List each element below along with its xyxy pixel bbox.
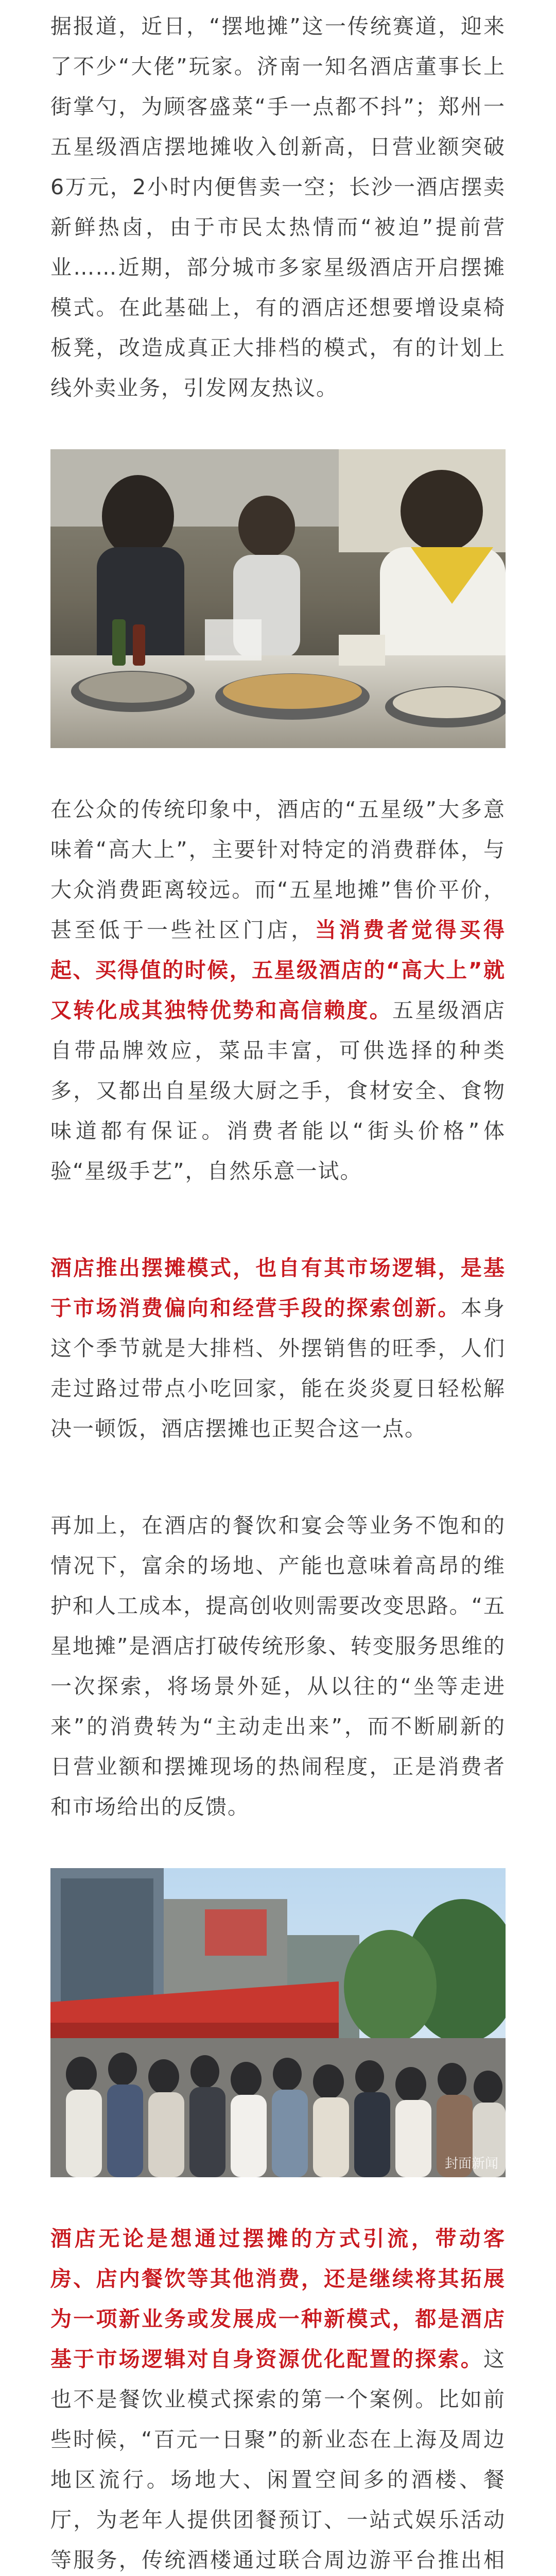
body-text: 再加上，在酒店的餐饮和宴会等业务不饱和的情况下，富余的场地、产能也意味着高昂的维护和人工成本，提高创收则需要改变思路。“五星地摊”是酒店打破传统形象、转变服务思维的一次探索，将场景外延，从以往的“坐等走进来”的消费转为“主动走出来”，而不断刷新的日营业额和摆摊现场的热闹程度，正是消费者和市场给出的反馈。 [50,1513,506,1819]
paragraph-3 [0,1248,556,1449]
image-watermark: 封面新闻 [444,2156,498,2172]
highlighted-sentence: 酒店推出摆摊模式，也自有其市场逻辑，是基于市场消费偏向和经营手段的探索创新。 [50,1256,506,1320]
article-photo-street-stall [50,449,506,748]
paragraph-1 [0,6,556,408]
paragraph-5 [0,2218,556,2576]
body-text: 据报道，近日，“摆地摊”这一传统赛道，迎来了不少“大佬”玩家。济南一知名酒店董事长上街掌勺，为顾客盛菜“手一点都不抖”；郑州一五星级酒店摆地摊收入创新高，日营业额突破6万元，2小时内便售卖一空；长沙一酒店摆卖新鲜热卤，由于市民太热情而“被迫”提前营业……近期，部分城市多家星级酒店开启摆摊模式。在此基础上，有的酒店还想要增设桌椅板凳，改造成真正大排档的模式，有的计划上线外卖业务，引发网友热议。 [50,14,506,400]
paragraph-2 [0,789,556,1191]
highlighted-sentence: 当消费者觉得买得起、买得值的时候，五星级酒店的“高大上”就又转化成其独特优势和高信赖度。 [50,918,506,1023]
body-text: 五星级酒店自带品牌效应，菜品丰富，可供选择的种类多，又都出自星级大厨之手，食材安全、食物味道都有保证。消费者能以“街头价格”体验“星级手艺”，自然乐意一试。 [50,998,506,1183]
body-text: 在公众的传统印象中，酒店的“五星级”大多意味着“高大上”，主要针对特定的消费群体，与大众消费距离较远。而“五星地摊”售价平价，甚至低于一些社区门店， [50,797,506,942]
body-text: 本身这个季节就是大排档、外摆销售的旺季，人们走过路过带点小吃回家，能在炎炎夏日轻松解决一顿饭，酒店摆摊也正契合这一点。 [50,1296,506,1441]
paragraph-4 [0,1505,556,1827]
highlighted-sentence: 酒店无论是想通过摆摊的方式引流，带动客房、店内餐饮等其他消费，还是继续将其拓展为一项新业务或发展成一种新模式，都是酒店基于市场逻辑对自身资源优化配置的探索。 [50,2226,506,2371]
body-text: 这也不是餐饮业模式探索的第一个案例。比如前些时候，“百元一日聚”的新业态在上海及周边地区流行。场地大、闲置空间多的酒楼、餐厅，为老年人提供团餐预订、一站式娱乐活动等服务，传统酒楼通过联合周边游平台推出相 [50,2347,506,2572]
article-photo-hotel-crowd [50,1868,506,2177]
